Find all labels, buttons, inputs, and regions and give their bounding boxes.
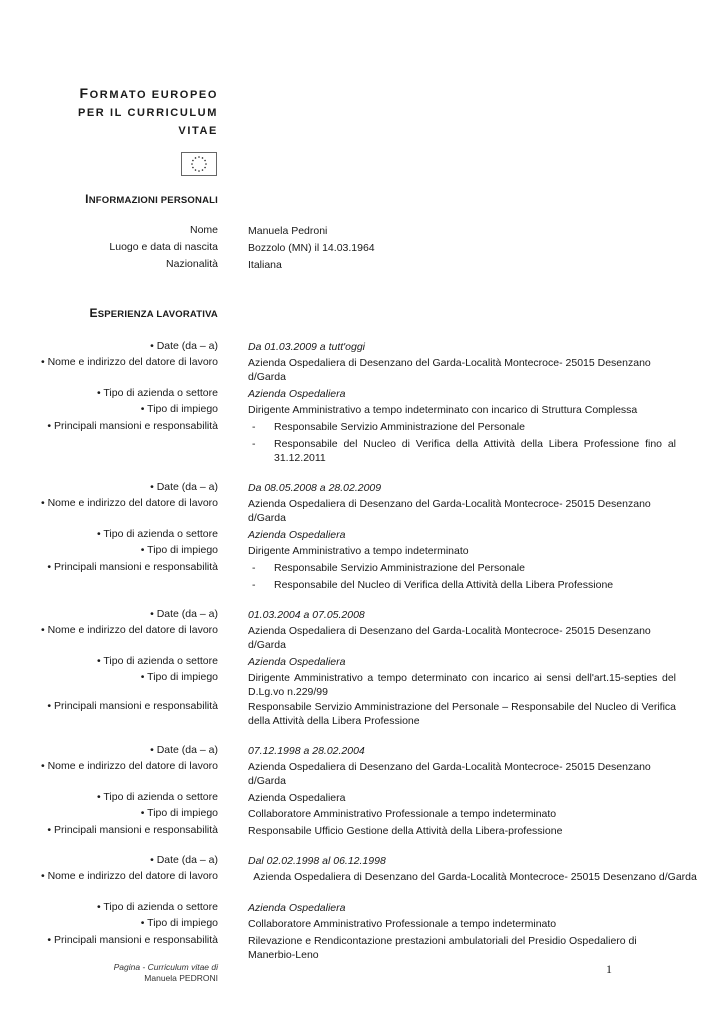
employer-value: Azienda Ospedaliera di Desenzano del Garda-Località Montecroce- 25015 Desenzano d/Garda <box>248 871 697 883</box>
date-value: 01.03.2004 a 07.05.2008 <box>248 609 365 621</box>
footer-line-2: Manuela PEDRONI <box>144 973 218 983</box>
list-item: - Responsabile del Nucleo di Verifica della Attività della Libera Professione <box>252 579 614 591</box>
document-title <box>28 84 218 140</box>
job-type-value: Collaboratore Amministrativo Professionale a tempo indeterminato <box>248 918 557 930</box>
footer-line-1: Pagina - Curriculum vitae di <box>113 962 218 972</box>
employer-label: • Nome e indirizzo del datore di lavoro <box>40 497 218 509</box>
flag-star-icon <box>205 163 207 165</box>
page-number: 1 <box>606 962 612 976</box>
employer-value: Azienda Ospedaliera di Desenzano del Garda-Località Montecroce- 25015 Desenzano d/Garda <box>248 357 651 383</box>
job-type-label: • Tipo di impiego <box>140 544 218 556</box>
flag-star-icon <box>204 160 206 162</box>
title-line-2: PER IL CURRICULUM <box>77 107 218 119</box>
flag-star-icon <box>195 169 197 171</box>
date-value: Da 01.03.2009 a tutt'oggi <box>248 341 366 353</box>
eu-flag-icon <box>181 152 217 176</box>
date-label: • Date (da – a) <box>150 744 218 756</box>
job-type-label: • Tipo di impiego <box>140 403 218 415</box>
field-value: Italiana <box>248 259 282 271</box>
sector-value: Azienda Ospedaliera <box>248 902 346 914</box>
sector-label: • Tipo di azienda o settore <box>96 901 218 913</box>
list-item: - Responsabile del Nucleo di Verifica della Attività della Libera Professione fino al 31.12.2011 <box>252 438 676 464</box>
date-value: Dal 02.02.1998 al 06.12.1998 <box>248 855 386 867</box>
flag-star-icon <box>198 156 200 158</box>
job-type-label: • Tipo di impiego <box>140 917 218 929</box>
job-type-value: Dirigente Amministrativo a tempo determinato con incarico ai sensi dell'art.15-septies del D.Lg.vo n.229/99 <box>248 672 676 698</box>
duties-label: • Principali mansioni e responsabilità <box>47 700 218 712</box>
field-value: Bozzolo (MN) il 14.03.1964 <box>248 242 375 254</box>
duties-list <box>248 561 676 595</box>
sector-label: • Tipo di azienda o settore <box>96 387 218 399</box>
flag-star-icon <box>192 160 194 162</box>
job-type-label: • Tipo di impiego <box>140 671 218 683</box>
flag-star-icon <box>202 169 204 171</box>
duties-label: • Principali mansioni e responsabilità <box>47 934 218 946</box>
field-value: Manuela Pedroni <box>248 225 328 237</box>
job-type-value: Dirigente Amministrativo a tempo indeterminato <box>248 545 469 557</box>
sector-value: Azienda Ospedaliera <box>248 388 346 400</box>
work-experience-heading: ESPERIENZA LAVORATIVA <box>89 306 218 320</box>
date-label: • Date (da – a) <box>150 340 218 352</box>
list-item: - Responsabile Servizio Amministrazione del Personale <box>252 421 525 433</box>
duties-value: Responsabile Ufficio Gestione della Attività della Libera-professione <box>248 825 563 837</box>
job-type-value: Dirigente Amministrativo a tempo indeterminato con incarico di Struttura Complessa <box>248 404 638 416</box>
date-value: Da 08.05.2008 a 28.02.2009 <box>248 482 382 494</box>
duties-value: Responsabile Servizio Amministrazione del Personale – Responsabile del Nucleo di Verifica della Attività della Libera Professione <box>248 701 676 727</box>
sector-label: • Tipo di azienda o settore <box>96 528 218 540</box>
date-label: • Date (da – a) <box>150 608 218 620</box>
employer-value: Azienda Ospedaliera di Desenzano del Garda-Località Montecroce- 25015 Desenzano d/Garda <box>248 625 651 651</box>
sector-label: • Tipo di azienda o settore <box>96 655 218 667</box>
job-type-label: • Tipo di impiego <box>140 807 218 819</box>
sector-value: Azienda Ospedaliera <box>248 792 346 804</box>
employer-label: • Nome e indirizzo del datore di lavoro <box>40 760 218 772</box>
sector-value: Azienda Ospedaliera <box>248 656 346 668</box>
flag-star-icon <box>191 163 193 165</box>
duties-list <box>248 420 676 468</box>
date-label: • Date (da – a) <box>150 481 218 493</box>
duties-label: • Principali mansioni e responsabilità <box>47 561 218 573</box>
duties-label: • Principali mansioni e responsabilità <box>47 420 218 432</box>
flag-star-icon <box>204 167 206 169</box>
employer-label: • Nome e indirizzo del datore di lavoro <box>40 624 218 636</box>
date-label: • Date (da – a) <box>150 854 218 866</box>
flag-star-icon <box>195 157 197 159</box>
title-line-3: VITAE <box>178 125 218 137</box>
duties-value: Rilevazione e Rendicontazione prestazioni ambulatoriali del Presidio Ospedaliero di Manerbio-Leno <box>248 935 637 961</box>
title-line-1: FORMATO EUROPEO <box>79 85 218 101</box>
field-label: Luogo e data di nascita <box>109 241 218 253</box>
job-type-value: Collaboratore Amministrativo Professionale a tempo indeterminato <box>248 808 557 820</box>
employer-value: Azienda Ospedaliera di Desenzano del Garda-Località Montecroce- 25015 Desenzano d/Garda <box>248 761 651 787</box>
field-label: Nazionalità <box>166 258 218 270</box>
page-footer <box>18 962 218 984</box>
date-value: 07.12.1998 a 28.02.2004 <box>248 745 365 757</box>
personal-info-heading: INFORMAZIONI PERSONALI <box>85 192 218 206</box>
employer-label: • Nome e indirizzo del datore di lavoro <box>40 870 218 882</box>
flag-star-icon <box>192 167 194 169</box>
flag-star-icon <box>202 157 204 159</box>
sector-label: • Tipo di azienda o settore <box>96 791 218 803</box>
employer-value: Azienda Ospedaliera di Desenzano del Garda-Località Montecroce- 25015 Desenzano d/Garda <box>248 498 651 524</box>
employer-label: • Nome e indirizzo del datore di lavoro <box>40 356 218 368</box>
duties-label: • Principali mansioni e responsabilità <box>47 824 218 836</box>
list-item: - Responsabile Servizio Amministrazione del Personale <box>252 562 525 574</box>
flag-star-icon <box>198 170 200 172</box>
field-label: Nome <box>189 224 218 236</box>
sector-value: Azienda Ospedaliera <box>248 529 346 541</box>
